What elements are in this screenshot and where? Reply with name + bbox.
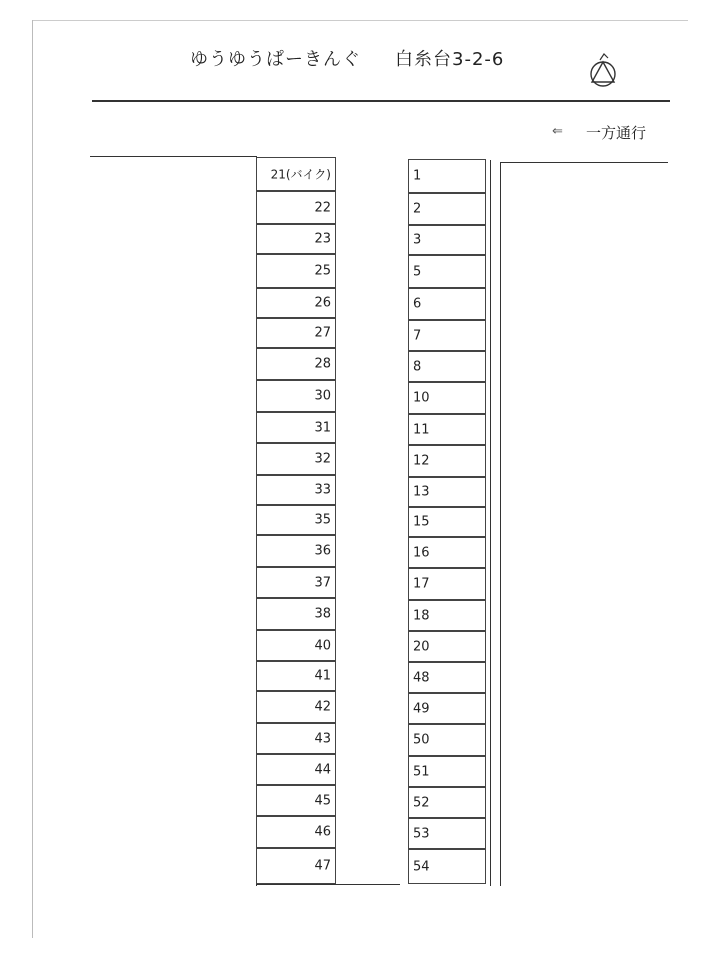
parking-space [256,254,336,288]
parking-space [256,598,336,630]
parking-space [408,477,486,507]
parking-space-number: 42 [314,699,331,715]
parking-space [256,380,336,412]
parking-space [256,848,336,884]
parking-space [408,414,486,445]
parking-space [256,661,336,691]
parking-space [256,318,336,348]
parking-space-number: 27 [314,325,331,341]
parking-space [408,849,486,884]
parking-space [256,475,336,505]
parking-space [408,193,486,225]
road-edge-right-inner [490,160,491,886]
road-edge-left-top [90,156,256,157]
parking-space [256,785,336,816]
parking-space [256,157,336,191]
parking-space-number: 47 [314,858,331,874]
parking-space-number: 12 [413,453,430,469]
parking-space-number: 1 [413,168,422,184]
parking-space-number: 51 [413,764,430,779]
parking-space [256,412,336,443]
parking-space-number: 53 [413,826,430,841]
parking-space [256,754,336,785]
parking-space [408,600,486,631]
parking-space [256,816,336,848]
parking-space-number: 33 [314,482,331,498]
parking-space-number: 15 [413,514,430,530]
parking-space [256,191,336,224]
parking-space-number: 49 [413,701,430,716]
parking-space-number: 50 [413,732,430,748]
parking-space-number: 40 [314,638,331,653]
parking-space-number: 17 [413,576,430,592]
page-border-top [32,20,688,21]
parking-space [408,351,486,382]
header-divider [92,100,670,102]
parking-space-number: 20 [413,639,430,654]
parking-space [408,320,486,351]
parking-space [408,255,486,288]
parking-space [408,787,486,818]
parking-space-number: 48 [413,670,430,685]
parking-space [256,505,336,535]
parking-space [408,225,486,255]
parking-space [408,818,486,849]
road-edge-bottom [256,884,400,885]
parking-space-number: 45 [314,793,331,808]
parking-space-number: 30 [314,388,331,404]
lot-title: ゆうゆうぱーきんぐ [190,49,361,70]
parking-space [408,662,486,693]
parking-space [408,724,486,756]
parking-space-number: 5 [413,264,422,279]
parking-space-number: 52 [413,795,430,810]
parking-space-number: 41 [314,668,331,684]
road-edge-right-outer [500,162,501,886]
parking-space-number: 37 [314,575,331,590]
parking-space-number: 35 [314,512,331,528]
parking-space [256,567,336,598]
parking-space-number: 3 [413,232,422,248]
parking-space-number: 2 [413,201,422,217]
oneway-arrow-icon: ⇐ [552,124,563,139]
parking-space-number: 54 [413,859,430,874]
parking-space-number: 8 [413,359,422,374]
parking-space-number: 26 [314,295,331,311]
road-edge-right-top [500,162,668,163]
parking-space-number: 10 [413,390,430,406]
parking-space [408,756,486,787]
parking-space [256,630,336,661]
parking-space [256,224,336,254]
parking-space [256,443,336,475]
parking-space [256,535,336,567]
parking-space [408,568,486,600]
parking-space [408,537,486,568]
parking-space-number: 6 [413,296,422,312]
parking-space-number: 25 [314,263,331,279]
parking-space-number: 21(バイク) [270,167,331,182]
parking-space [408,159,486,193]
parking-space [408,693,486,724]
triangle-circle-logo-icon [586,50,620,92]
parking-space [408,507,486,537]
parking-space [256,691,336,723]
parking-space [408,288,486,320]
parking-space-number: 23 [314,231,331,247]
parking-space [256,348,336,380]
parking-space-number: 16 [413,545,430,560]
parking-space [256,723,336,754]
parking-space [408,382,486,414]
parking-space-number: 28 [314,356,331,372]
page-border-left [32,20,33,938]
parking-space-number: 43 [314,731,331,746]
parking-space [408,631,486,662]
parking-space-number: 46 [314,824,331,840]
parking-space [408,445,486,477]
parking-space-number: 22 [314,200,331,215]
parking-space-number: 13 [413,484,430,500]
parking-space-number: 7 [413,328,422,343]
oneway-label: 一方通行 [586,124,647,142]
parking-space-number: 31 [314,420,331,435]
parking-space-number: 36 [314,543,331,559]
parking-space-number: 44 [314,762,331,777]
parking-space-number: 11 [413,422,430,437]
lot-address: 白糸台3-2-6 [395,49,505,70]
parking-space [256,288,336,318]
parking-space-number: 18 [413,608,430,623]
parking-space-number: 38 [314,606,331,622]
parking-space-number: 32 [314,451,331,467]
